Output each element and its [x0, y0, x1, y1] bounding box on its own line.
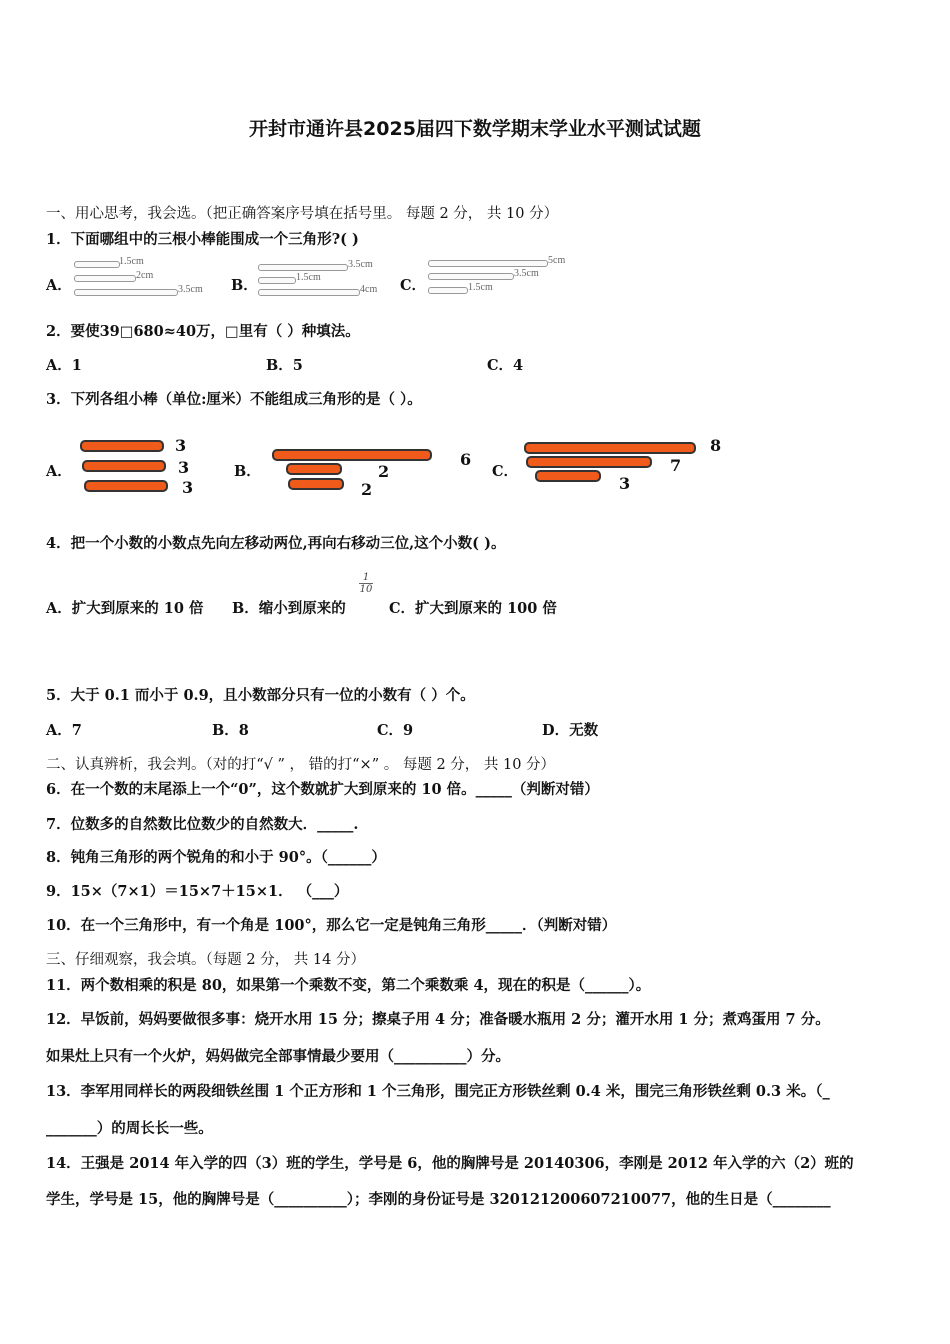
q2-option-c: C．4 — [487, 357, 524, 374]
q5-option-d: D．无数 — [542, 722, 599, 739]
stick — [428, 273, 514, 280]
question-13-line-1: 13．李军用同样长的两段细铁丝围 1 个正方形和 1 个三角形，围完正方形铁丝剩 0.4 米，围完三角形铁丝剩 0.3 米。（_ — [46, 1083, 830, 1100]
q2-option-b: B．5 — [266, 357, 303, 374]
question-9: 9．15×（7×1）＝15×7＋15×1． （___） — [46, 883, 349, 900]
question-3: 3．下列各组小棒（单位:厘米）不能组成三角形的是（ ）。 — [46, 391, 422, 408]
stick — [258, 277, 296, 284]
question-4: 4．把一个小数的小数点先向左移动两位,再向右移动三位,这个小数( )。 — [46, 535, 506, 552]
stick-length: 7 — [670, 456, 682, 475]
question-5: 5．大于 0.1 而小于 0.9，且小数部分只有一位的小数有（ ）个。 — [46, 687, 475, 704]
orange-stick — [84, 480, 168, 492]
stick — [428, 287, 468, 294]
question-1: 1．下面哪组中的三根小棒能围成一个三角形?( ) — [46, 231, 359, 248]
stick-label: 5cm — [548, 255, 566, 266]
stick-label: 2cm — [136, 270, 154, 281]
orange-stick — [288, 478, 344, 490]
section-2-heading: 二、认真辨析，我会判。（对的打“√ ” ， 错的打“×” 。 每题 2 分， 共 10 分） — [46, 757, 556, 773]
q5-option-b: B．8 — [212, 722, 249, 739]
fraction-one-tenth — [359, 572, 373, 595]
orange-stick — [526, 456, 652, 468]
q1-option-b: B． — [231, 277, 258, 294]
stick-length: 3 — [619, 474, 631, 493]
stick — [74, 289, 178, 296]
orange-stick — [286, 463, 342, 475]
orange-stick — [524, 442, 696, 454]
stick — [74, 261, 120, 268]
page-title: 开封市通许县2025届四下数学期末学业水平测试试题 — [249, 118, 701, 140]
stick-label: 3.5cm — [178, 284, 203, 295]
stick — [428, 260, 548, 267]
stick-length: 3 — [175, 436, 187, 455]
section-1-heading: 一、用心思考，我会选。（把正确答案序号填在括号里。 每题 2 分， 共 10 分） — [46, 206, 559, 222]
fraction-numerator: 1 — [359, 572, 373, 584]
stick-length: 6 — [460, 450, 472, 469]
question-2: 2．要使39□680≈40万，□里有（ ）种填法。 — [46, 323, 360, 340]
stick-label: 1.5cm — [119, 256, 144, 267]
q4-option-b: B．缩小到原来的 — [232, 600, 346, 617]
q3-option-c: C． — [492, 463, 519, 480]
stick-length: 8 — [710, 436, 722, 455]
q5-option-a: A．7 — [46, 722, 82, 739]
question-10: 10．在一个三角形中，有一个角是 100°，那么它一定是钝角三角形_____．（判断对错） — [46, 917, 617, 934]
question-12-line-2: 如果灶上只有一个火炉，妈妈做完全部事情最少要用（__________）分。 — [46, 1048, 510, 1065]
stick-length: 3 — [182, 478, 194, 497]
question-12-line-1: 12．早饭前，妈妈要做很多事：烧开水用 15 分；擦桌子用 4 分；准备暖水瓶用 2 分；灌开水用 1 分；煮鸡蛋用 7 分。 — [46, 1011, 830, 1028]
q4-option-c: C．扩大到原来的 100 倍 — [389, 600, 557, 617]
stick-length: 2 — [378, 462, 390, 481]
question-13-line-2: _______）的周长长一些。 — [46, 1120, 213, 1137]
stick-label: 3.5cm — [348, 259, 373, 270]
q1-option-a: A． — [46, 277, 72, 294]
stick — [258, 289, 360, 296]
orange-stick — [82, 460, 166, 472]
question-11: 11．两个数相乘的积是 80，如果第一个乘数不变，第二个乘数乘 4，现在的积是（______）。 — [46, 977, 651, 994]
orange-stick — [80, 440, 164, 452]
q2-option-a: A．1 — [46, 357, 82, 374]
stick — [74, 275, 136, 282]
stick-label: 3.5cm — [514, 268, 539, 279]
question-6: 6．在一个数的末尾添上一个“0”，这个数就扩大到原来的 10 倍。_____（判断对错） — [46, 781, 599, 798]
q3-option-a: A． — [46, 463, 72, 480]
stick — [258, 264, 348, 271]
section-3-heading: 三、仔细观察，我会填。（每题 2 分， 共 14 分） — [46, 952, 365, 968]
q3-option-b: B． — [234, 463, 261, 480]
stick-length: 3 — [178, 458, 190, 477]
question-8: 8．钝角三角形的两个锐角的和小于 90°。（______） — [46, 849, 386, 866]
fraction-denominator: 10 — [359, 584, 373, 595]
question-7: 7．位数多的自然数比位数少的自然数大．_____. — [46, 816, 359, 833]
stick-length: 2 — [361, 480, 373, 499]
stick-label: 1.5cm — [296, 272, 321, 283]
stick-label: 4cm — [360, 284, 378, 295]
orange-stick — [272, 449, 432, 461]
q1-option-c: C． — [400, 277, 427, 294]
question-14-line-1: 14．王强是 2014 年入学的四（3）班的学生，学号是 6，他的胸牌号是 20140306，李刚是 2012 年入学的六（2）班的 — [46, 1155, 854, 1172]
q5-option-c: C．9 — [377, 722, 414, 739]
orange-stick — [535, 470, 601, 482]
question-14-line-2: 学生，学号是 15，他的胸牌号是（__________）；李刚的身份证号是 320121200607210077，他的生日是（________ — [46, 1191, 831, 1208]
q4-option-a: A．扩大到原来的 10 倍 — [46, 600, 204, 617]
stick-label: 1.5cm — [468, 282, 493, 293]
